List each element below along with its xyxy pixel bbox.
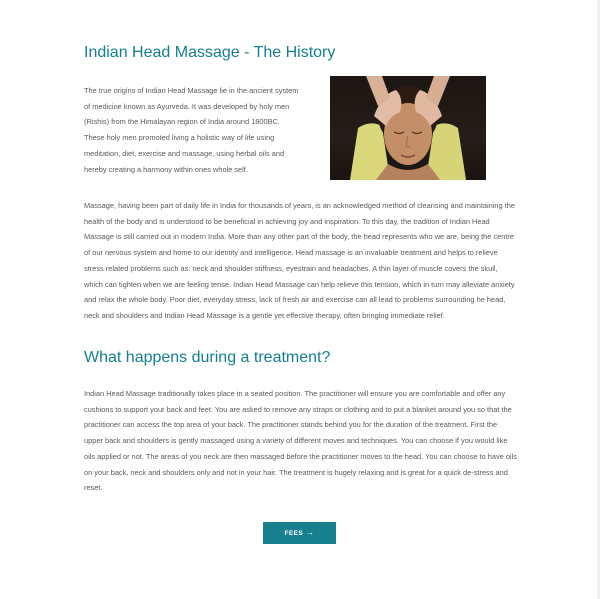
arrow-right-icon: → — [306, 528, 315, 537]
history-body-paragraph: Massage, having been part of daily life in India for thousands of years, is an acknowledged method of cleansing and maintaining the health of the body and is understood to be beneficial in achieving joy and inspiration. To this day, the tradition of Indian Head Massage is still carried out in modern India. More than any other part of the body, the head represents who we are, being the centre of our nervous system and home to our identity and intelligence. Head massage is an invaluable treatment and helps to relieve stress related problems such as: neck and shoulder stiffness, eyestrain and headaches. A thin layer of muscle covers the skull, which can tighten when we are feeling tense. Indian Head Massage can help relieve this tension, which in turn may alleviate anxiety and relax the whole body. Poor diet, everyday stress, lack of fresh air and exercise can all lead to problems surrounding he head, neck and shoulders and Indian Head Massage is a gentle yet effective therapy, often bringing immediate relief. — [84, 201, 515, 320]
treatment-body-paragraph: Indian Head Massage traditionally takes place in a seated position. The practitioner will ensure you are comfortable and offer any cushions to support your back and feet. You are asked to remove any straps or clothing and to put a blanket around you so that the practitioner can access the top area of your back. The practitioner stands behind you for the duration of the treatment. First the upper back and shoulders is gently massaged using a variety of different moves and techniques. You can choose if you would like oils applied or not. The areas of you neck are then massaged before the practitioner moves to the head. You can choose to have oils on your back, neck and shoulders only and not in your hair. The treatment is hugely relaxing and is great for a quick de-stress and reset. — [84, 389, 517, 493]
history-intro-paragraph: The true origins of Indian Head Massage lie in the ancient system of medicine known as Ayurveda. It was developed by holy men (Rishis) from the Himalayan region of India around 1800BC. These holy men promoted living a holistic way of life using meditation, diet, exercise and massage, using herbal oils and hereby creating a harmony within ones whole self. — [84, 86, 299, 174]
treatment-heading: What happens during a treatment? — [84, 349, 331, 366]
fees-button[interactable] — [263, 522, 336, 544]
head-massage-photo — [330, 76, 486, 180]
head-massage-illustration — [330, 76, 486, 180]
fees-button-label: FEES — [284, 529, 304, 537]
history-heading: Indian Head Massage - The History — [84, 44, 336, 61]
